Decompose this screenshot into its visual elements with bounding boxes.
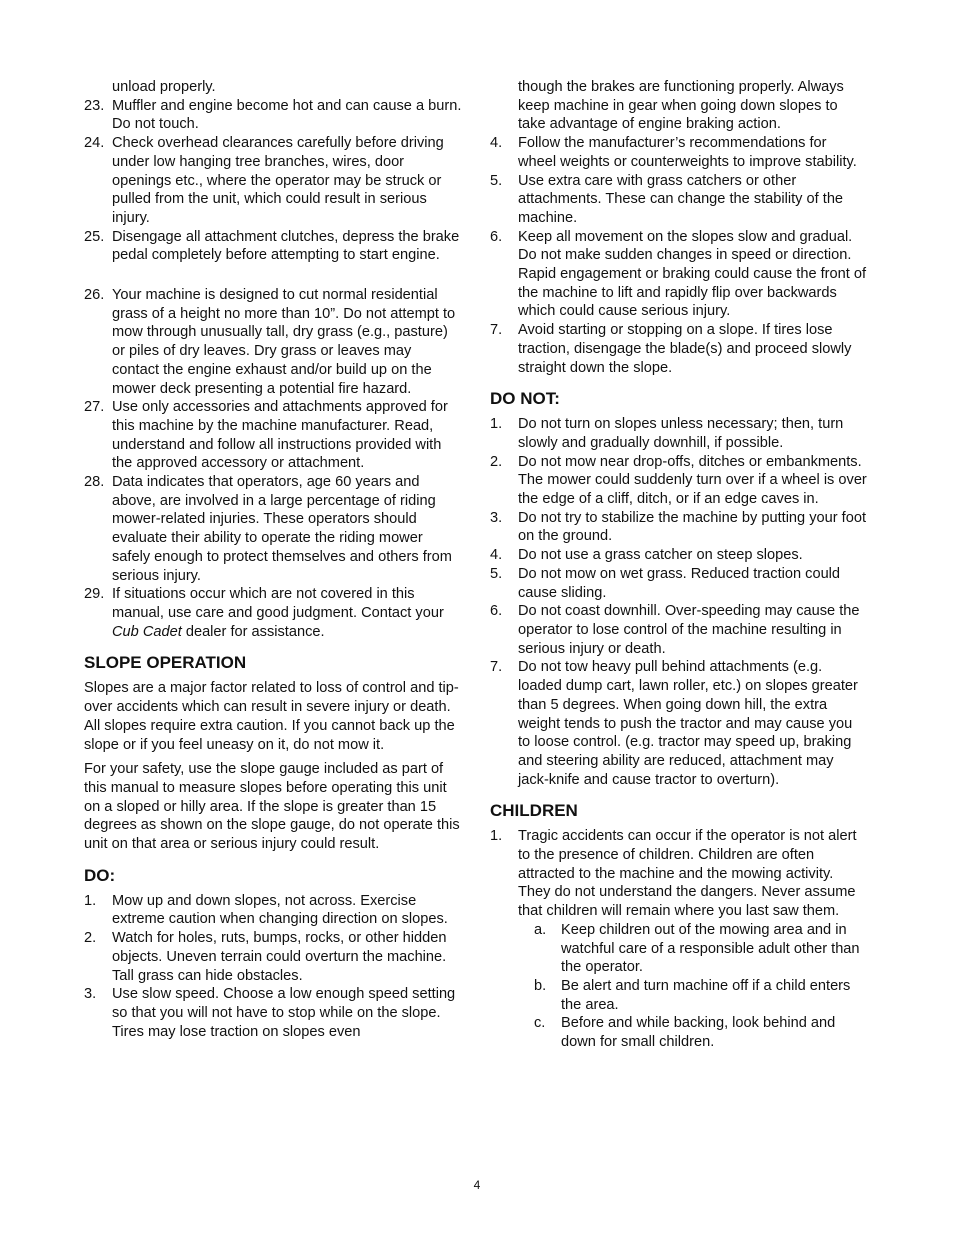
item-text: Keep all movement on the slopes slow and gradual. Do not make sudden changes in speed or direction. Rapid engagement or braking could cause the front of the machine to lift and rapidly flip over backwards which could cause serious injury. (518, 228, 867, 320)
list-item (490, 415, 868, 452)
item-letter: c. (534, 1015, 546, 1032)
item-text: Keep children out of the mowing area and in watchful care of a responsible adult other than the operator. (561, 921, 860, 976)
item-number: 29. (84, 586, 105, 603)
item-number: 6. (490, 603, 503, 620)
item-text: Before and while backing, look behind and down for small children. (561, 1015, 836, 1051)
list-item (490, 827, 868, 921)
list-item (84, 134, 462, 228)
continued-text: unload properly. (112, 79, 216, 95)
item-text: Do not use a grass catcher on steep slopes. (518, 547, 803, 564)
list-item (490, 658, 868, 789)
item-number: 3. (84, 986, 97, 1003)
item-text: Tragic accidents can occur if the operator is not alert to the presence of children. Children are often attracted to the machine and the mowing activity. They do not understand the dangers. Never assume that children will remain where you last saw them. (518, 828, 857, 920)
spacer (84, 265, 462, 286)
list-item (490, 453, 868, 509)
item-number: 4. (490, 547, 503, 564)
item-text: Disengage all attachment clutches, depress the brake pedal completely before attempting to start engine. (112, 228, 460, 264)
item-number: 28. (84, 474, 105, 491)
item-text: Do not coast downhill. Over-speeding may cause the operator to lose control of the machine resulting in serious injury or death. (518, 603, 860, 657)
item-text: Muffler and engine become hot and can cause a burn. Do not touch. (112, 97, 462, 133)
item-text: Use only accessories and attachments approved for this machine by the machine manufacturer. Read, understand and follow all instructions provided with the approved accessory or attachment. (112, 399, 448, 472)
item-letter: a. (534, 921, 547, 938)
item-text: Do not tow heavy pull behind attachments (e.g. loaded dump cart, lawn roller, etc.) on slopes greater than 5 degrees. When going down hill, the extra weight tends to push the tractor and may cause you to loose control. (e.g. tractor may speed up, braking and steering ability are reduced, attachment may jack-knife and cause tractor to overturn). (518, 659, 858, 788)
item-letter: b. (534, 977, 547, 994)
list-item (84, 473, 462, 585)
section-heading-slope-operation: SLOPE OPERATION (84, 653, 247, 673)
section-heading-children: CHILDREN (490, 801, 578, 821)
page-number: 4 (473, 1178, 481, 1192)
left-column (84, 78, 462, 1041)
list-item (84, 929, 462, 985)
item-number: 23. (84, 97, 105, 114)
item-number: 6. (490, 228, 503, 245)
item-text: Do not mow on wet grass. Reduced traction could cause sliding. (518, 565, 841, 601)
list-item (84, 228, 462, 265)
section-heading-do: DO: (84, 865, 116, 885)
item-number: 3. (490, 509, 503, 526)
item-number: 24. (84, 135, 105, 152)
list-item (490, 602, 868, 658)
item-text: Your machine is designed to cut normal residential grass of a height no more than 10”. Do not attempt to mow through unusually tall, dry grass (e.g., pasture) or piles of dry leaves. Dry grass or leaves may contact the engine exhaust and/or build up on the mower deck presenting a potential fire hazard. (112, 287, 456, 397)
continued-text: though the brakes are functioning properly. Always keep machine in gear when going down slopes to take advantage of engine braking action. (518, 79, 844, 133)
item-text: Use extra care with grass catchers or other attachments. These can change the stability of the machine. (518, 172, 844, 226)
list-item (84, 585, 462, 641)
section-heading-do-not: DO NOT: (490, 389, 560, 409)
list-item (490, 509, 868, 546)
list-item (84, 985, 462, 1041)
paragraph: For your safety, use the slope gauge included as part of this manual to measure slopes before operating this unit on a sloped or hilly area. If the slope is greater than 15 degrees as shown on the slope gauge, do not operate this unit on that area or serious injury could result. (84, 761, 460, 853)
item-text: Follow the manufacturer’s recommendations for wheel weights or counterweights to improve stability. (518, 135, 857, 170)
item-number: 1. (84, 892, 97, 909)
sub-list-item (490, 921, 868, 977)
item-text: Use slow speed. Choose a low enough speed setting so that you will not have to stop while on the slope. Tires may lose traction on slopes even (112, 986, 456, 1040)
item-number: 2. (84, 930, 97, 947)
sub-list-item (490, 977, 868, 1014)
list-item (490, 172, 868, 228)
item-number: 1. (490, 416, 503, 433)
item-number: 5. (490, 565, 503, 582)
item-number: 25. (84, 228, 105, 245)
item-text: Do not turn on slopes unless necessary; then, turn slowly and gradually downhill, if possible. (518, 416, 844, 451)
list-item (490, 565, 868, 602)
item-number: 7. (490, 322, 503, 339)
item-text: Watch for holes, ruts, bumps, rocks, or other hidden objects. Uneven terrain could overturn the machine. Tall grass can hide obstacles. (112, 930, 447, 984)
item-number: 5. (490, 172, 503, 189)
list-item (490, 134, 868, 171)
list-item (490, 321, 868, 377)
item-text: Do not mow near drop-offs, ditches or embankments. The mower could suddenly turn over if a wheel is over the edge of a cliff, ditch, or if an edge caves in. (518, 453, 867, 508)
list-item (490, 546, 868, 565)
item-number: 1. (490, 828, 503, 845)
brand-name: Cub Cadet (112, 623, 182, 640)
list-item (84, 892, 462, 929)
item-number: 7. (490, 659, 503, 676)
item-text: Avoid starting or stopping on a slope. If tires lose traction, disengage the blade(s) and proceed slowly straight down the slope. (518, 322, 852, 376)
item-text: Be alert and turn machine off if a child enters the area. (561, 977, 851, 1013)
right-column (490, 78, 868, 1052)
item-text: Mow up and down slopes, not across. Exercise extreme caution when changing direction on slopes. (112, 892, 448, 928)
item-number: 26. (84, 287, 105, 304)
item-number: 27. (84, 399, 105, 416)
item-number: 2. (490, 453, 503, 470)
list-item (490, 228, 868, 322)
paragraph: Slopes are a major factor related to loss of control and tip-over accidents which can result in severe injury or death. All slopes require extra caution. If you cannot back up the slope or if you feel uneasy on it, do not mow it. (84, 680, 459, 753)
item-number: 4. (490, 135, 503, 152)
item-text: Data indicates that operators, age 60 years and above, are involved in a large percentage of riding mower-related injuries. These operators should evaluate their ability to operate the riding mower safely enough to protect themselves and others from serious injury. (112, 474, 452, 584)
list-item (84, 286, 462, 398)
item-text: If situations occur which are not covered in this manual, use care and good judgment. Contact your (112, 586, 444, 621)
item-text: Check overhead clearances carefully before driving under low hanging tree branches, wires, door openings etc., where the operator may be struck or pulled from the unit, which could result in serious injury. (112, 135, 444, 226)
sub-list-item (490, 1014, 868, 1051)
list-item (84, 398, 462, 473)
item-text: dealer for assistance. (181, 623, 325, 640)
item-text: Do not try to stabilize the machine by putting your foot on the ground. (518, 509, 867, 545)
list-item (84, 97, 462, 134)
